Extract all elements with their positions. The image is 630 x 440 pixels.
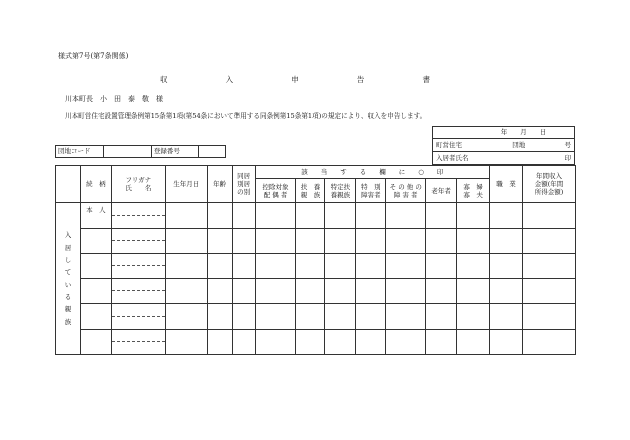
special-dependent-cell[interactable]	[325, 279, 356, 304]
occupation-cell[interactable]	[490, 279, 523, 304]
deduction-header: 控除対象 配 偶 者	[255, 179, 296, 203]
registration-number-input[interactable]	[198, 146, 225, 158]
income-cell[interactable]	[523, 329, 576, 354]
elderly-cell[interactable]	[426, 228, 457, 253]
income-cell[interactable]	[523, 253, 576, 278]
income-cell[interactable]	[523, 228, 576, 253]
dependent-cell[interactable]	[296, 203, 325, 228]
registration-number-label: 登録番号	[151, 146, 198, 158]
special-dependent-cell[interactable]	[325, 304, 356, 329]
cohabit-header: 同居 別居 の別	[232, 166, 255, 203]
applicable-header: 該 当 す る 欄 に ○ 印	[255, 166, 490, 179]
furigana-header: フリガナ	[125, 176, 152, 185]
relation-cell[interactable]	[80, 279, 111, 304]
income-cell[interactable]	[523, 203, 576, 228]
occupation-cell[interactable]	[490, 304, 523, 329]
relation-cell[interactable]	[80, 329, 111, 354]
elderly-cell[interactable]	[426, 253, 457, 278]
birthdate-cell[interactable]	[165, 203, 207, 228]
special-disabled-cell[interactable]	[356, 228, 386, 253]
name-cell[interactable]	[111, 253, 165, 278]
age-cell[interactable]	[207, 279, 232, 304]
side-char: 族	[64, 317, 72, 326]
name-cell[interactable]	[111, 279, 165, 304]
resident-name-label: 入居者氏名	[433, 152, 548, 165]
name-cell[interactable]	[111, 304, 165, 329]
statement: 川本町営住宅設置管理条例第15条第1項(第54条において準用する同条例第15条第1項)の規定により、収入を申告します。	[65, 112, 427, 120]
deduction-cell[interactable]	[255, 228, 296, 253]
widow-cell[interactable]	[457, 279, 490, 304]
occupation-cell[interactable]	[490, 253, 523, 278]
relation-header: 続 柄	[80, 166, 111, 203]
side-char: 親	[64, 305, 72, 314]
cohabit-cell[interactable]	[232, 304, 255, 329]
widow-cell[interactable]	[457, 203, 490, 228]
other-disabled-cell[interactable]	[386, 203, 426, 228]
age-header: 年齢	[207, 166, 232, 203]
side-char: 入	[64, 231, 72, 240]
special-disabled-cell[interactable]	[356, 304, 386, 329]
elderly-cell[interactable]	[426, 279, 457, 304]
birthdate-header: 生年月日	[165, 166, 207, 203]
cohabit-cell[interactable]	[232, 329, 255, 354]
income-cell[interactable]	[523, 279, 576, 304]
form-title	[160, 74, 430, 85]
widow-header: 寡 婦 寡 夫	[457, 179, 490, 203]
annual-income-header: 年間収入 金額(年間 所得金額)	[523, 166, 576, 203]
age-cell[interactable]	[207, 203, 232, 228]
birthdate-cell[interactable]	[165, 253, 207, 278]
birthdate-cell[interactable]	[165, 329, 207, 354]
deduction-cell[interactable]	[255, 304, 296, 329]
other-disabled-cell[interactable]	[386, 279, 426, 304]
cohabit-cell[interactable]	[232, 279, 255, 304]
title-char: 収	[160, 75, 168, 84]
birthdate-cell[interactable]	[165, 279, 207, 304]
danchi-label[interactable]: 団地	[512, 139, 547, 152]
dependent-cell[interactable]	[296, 304, 325, 329]
code-row	[55, 145, 226, 158]
elderly-cell[interactable]	[426, 203, 457, 228]
title-char: 入	[225, 75, 234, 84]
elderly-cell[interactable]	[426, 304, 457, 329]
special-dependent-header: 特定扶 養親族	[325, 179, 356, 203]
side-char: し	[64, 256, 72, 264]
special-disabled-cell[interactable]	[356, 279, 386, 304]
occupation-header: 職 業	[490, 166, 523, 203]
deduction-cell[interactable]	[255, 203, 296, 228]
widow-cell[interactable]	[457, 304, 490, 329]
name-header	[111, 166, 165, 203]
relation-cell[interactable]	[80, 253, 111, 278]
widow-cell[interactable]	[457, 329, 490, 354]
special-dependent-cell[interactable]	[325, 228, 356, 253]
other-disabled-cell[interactable]	[386, 329, 426, 354]
dependent-header: 扶 養 親 族	[296, 179, 325, 203]
deduction-cell[interactable]	[255, 279, 296, 304]
cohabit-cell[interactable]	[232, 253, 255, 278]
birthdate-cell[interactable]	[165, 304, 207, 329]
elderly-cell[interactable]	[426, 329, 457, 354]
special-disabled-cell[interactable]	[356, 203, 386, 228]
side-char: い	[64, 280, 72, 289]
special-disabled-cell[interactable]	[356, 329, 386, 354]
other-disabled-cell[interactable]	[386, 304, 426, 329]
occupation-cell[interactable]	[490, 203, 523, 228]
side-char: る	[64, 293, 72, 302]
age-cell[interactable]	[207, 304, 232, 329]
name-cell[interactable]	[111, 329, 165, 354]
dependent-cell[interactable]	[296, 329, 325, 354]
dependent-cell[interactable]	[296, 253, 325, 278]
birthdate-cell[interactable]	[165, 228, 207, 253]
relation-cell[interactable]	[80, 304, 111, 329]
age-cell[interactable]	[207, 228, 232, 253]
cohabit-cell[interactable]	[232, 228, 255, 253]
widow-cell[interactable]	[457, 253, 490, 278]
danchi-code-label: 団地コード	[56, 146, 104, 158]
form-number: 様式第7号(第7条関係)	[58, 52, 129, 60]
name-header-label: 氏 名	[125, 184, 152, 193]
deduction-cell[interactable]	[255, 253, 296, 278]
other-disabled-cell[interactable]	[386, 228, 426, 253]
side-char: て	[64, 268, 72, 277]
dependent-cell[interactable]	[296, 228, 325, 253]
date-field[interactable]: 年 月 日	[433, 127, 575, 139]
seal-mark: 印	[547, 152, 574, 165]
deduction-cell[interactable]	[255, 329, 296, 354]
title-char: 書	[422, 75, 430, 84]
special-disabled-header: 特 別 障害者	[356, 179, 386, 203]
room-number-label[interactable]: 号	[547, 139, 574, 152]
name-cell[interactable]	[111, 228, 165, 253]
age-cell[interactable]	[207, 253, 232, 278]
dependent-cell[interactable]	[296, 279, 325, 304]
side-blank-header	[56, 166, 81, 203]
age-cell[interactable]	[207, 329, 232, 354]
family-table	[55, 165, 576, 355]
side-char: 居	[64, 243, 72, 252]
relation-cell[interactable]: 本 人	[80, 203, 111, 228]
widow-cell[interactable]	[457, 228, 490, 253]
housing-label: 町営住宅	[433, 139, 513, 152]
cohabit-cell[interactable]	[232, 203, 255, 228]
relation-cell[interactable]	[80, 228, 111, 253]
income-cell[interactable]	[523, 304, 576, 329]
other-disabled-cell[interactable]	[386, 253, 426, 278]
name-cell[interactable]	[111, 203, 165, 228]
elderly-header: 老年者	[426, 179, 457, 203]
side-label	[56, 203, 81, 355]
occupation-cell[interactable]	[490, 329, 523, 354]
danchi-code-input[interactable]	[103, 146, 151, 158]
special-dependent-cell[interactable]	[325, 203, 356, 228]
special-disabled-cell[interactable]	[356, 253, 386, 278]
addressee: 川本町長 小 田 泰 敬 様	[65, 95, 163, 103]
other-disabled-header: そ の 他 の 障 害 者	[386, 179, 426, 203]
special-dependent-cell[interactable]	[325, 329, 356, 354]
title-char: 申	[291, 75, 299, 84]
resident-box	[432, 126, 575, 165]
occupation-cell[interactable]	[490, 228, 523, 253]
title-char: 告	[356, 75, 365, 84]
special-dependent-cell[interactable]	[325, 253, 356, 278]
